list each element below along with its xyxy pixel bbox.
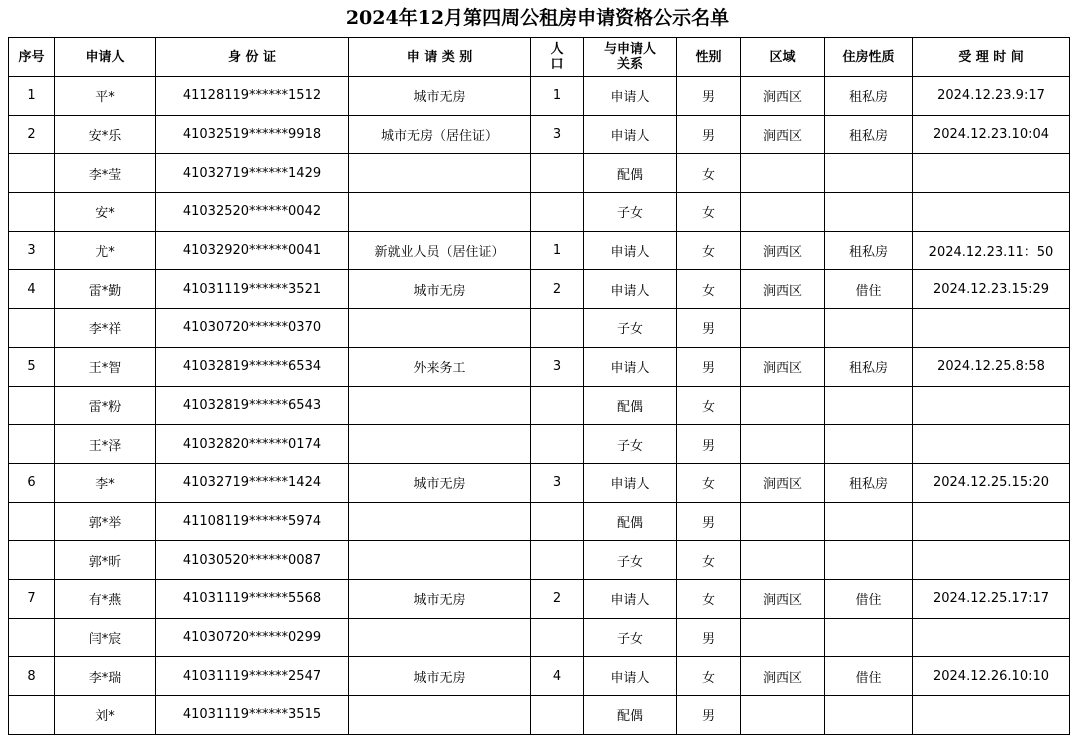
cell-people	[531, 502, 584, 541]
cell-time	[913, 309, 1070, 348]
cell-people: 1	[531, 231, 584, 270]
cell-gender: 男	[677, 425, 741, 464]
cell-no	[9, 386, 55, 425]
cell-gender: 男	[677, 502, 741, 541]
cell-housing	[825, 154, 913, 193]
cell-district	[741, 154, 825, 193]
cell-no: 2	[9, 115, 55, 154]
cell-id: 41032819******6534	[156, 347, 349, 386]
cell-name: 郭*举	[55, 502, 156, 541]
cell-district: 涧西区	[741, 657, 825, 696]
cell-id: 41128119******1512	[156, 77, 349, 116]
header-category: 申 请 类 别	[349, 38, 531, 77]
cell-people	[531, 386, 584, 425]
cell-id: 41031119******2547	[156, 657, 349, 696]
cell-no: 6	[9, 463, 55, 502]
cell-district: 涧西区	[741, 270, 825, 309]
cell-time: 2024.12.25.15:20	[913, 463, 1070, 502]
cell-gender: 男	[677, 115, 741, 154]
cell-housing: 借住	[825, 579, 913, 618]
document-title: 2024年12月第四周公租房申请资格公示名单	[345, 7, 730, 29]
cell-time: 2024.12.23.9:17	[913, 77, 1070, 116]
cell-category: 城市无房（居住证）	[349, 115, 531, 154]
cell-name: 刘*	[55, 696, 156, 735]
cell-gender: 女	[677, 541, 741, 580]
header-no: 序号	[9, 38, 55, 77]
cell-gender: 女	[677, 193, 741, 232]
cell-housing: 租私房	[825, 115, 913, 154]
table-row	[9, 231, 1070, 270]
cell-id: 41032719******1424	[156, 463, 349, 502]
cell-category	[349, 309, 531, 348]
cell-category	[349, 425, 531, 464]
cell-district	[741, 309, 825, 348]
cell-relation: 申请人	[584, 77, 677, 116]
table-row	[9, 502, 1070, 541]
cell-district: 涧西区	[741, 77, 825, 116]
header-relation-line2: 关系	[616, 57, 643, 72]
cell-district: 涧西区	[741, 115, 825, 154]
cell-time: 2024.12.25.17:17	[913, 579, 1070, 618]
cell-relation: 申请人	[584, 657, 677, 696]
cell-name: 雷*勤	[55, 270, 156, 309]
cell-gender: 女	[677, 657, 741, 696]
cell-gender: 女	[677, 386, 741, 425]
cell-relation: 子女	[584, 425, 677, 464]
cell-category: 城市无房	[349, 77, 531, 116]
cell-id: 41030720******0370	[156, 309, 349, 348]
cell-name: 李*	[55, 463, 156, 502]
header-people-line1: 人	[550, 42, 564, 57]
header-housing: 住房性质	[825, 38, 913, 77]
cell-people: 4	[531, 657, 584, 696]
cell-district	[741, 425, 825, 464]
cell-gender: 男	[677, 77, 741, 116]
cell-housing	[825, 502, 913, 541]
cell-relation: 申请人	[584, 270, 677, 309]
cell-relation: 子女	[584, 618, 677, 657]
cell-housing	[825, 425, 913, 464]
cell-district	[741, 541, 825, 580]
cell-housing	[825, 618, 913, 657]
cell-time: 2024.12.26.10:10	[913, 657, 1070, 696]
cell-no	[9, 618, 55, 657]
cell-relation: 申请人	[584, 579, 677, 618]
header-gender: 性别	[677, 38, 741, 77]
cell-name: 李*祥	[55, 309, 156, 348]
cell-housing	[825, 696, 913, 735]
header-district: 区域	[741, 38, 825, 77]
cell-gender: 女	[677, 270, 741, 309]
cell-no	[9, 154, 55, 193]
header-relation	[584, 38, 677, 77]
cell-district: 涧西区	[741, 231, 825, 270]
table-row	[9, 425, 1070, 464]
header-id: 身 份 证	[156, 38, 349, 77]
cell-name: 闫*宸	[55, 618, 156, 657]
cell-housing	[825, 193, 913, 232]
header-name: 申请人	[55, 38, 156, 77]
cell-no: 5	[9, 347, 55, 386]
cell-gender: 女	[677, 579, 741, 618]
cell-people	[531, 154, 584, 193]
cell-housing: 借住	[825, 270, 913, 309]
cell-no: 7	[9, 579, 55, 618]
cell-id: 41032920******0041	[156, 231, 349, 270]
cell-housing	[825, 541, 913, 580]
cell-id: 41032719******1429	[156, 154, 349, 193]
cell-time	[913, 425, 1070, 464]
cell-relation: 申请人	[584, 231, 677, 270]
cell-housing: 租私房	[825, 231, 913, 270]
cell-district	[741, 193, 825, 232]
cell-name: 王*泽	[55, 425, 156, 464]
cell-no: 3	[9, 231, 55, 270]
cell-housing	[825, 309, 913, 348]
cell-category	[349, 502, 531, 541]
cell-id: 41031119******5568	[156, 579, 349, 618]
cell-category	[349, 541, 531, 580]
cell-housing: 租私房	[825, 347, 913, 386]
cell-housing: 租私房	[825, 463, 913, 502]
cell-district: 涧西区	[741, 347, 825, 386]
cell-gender: 男	[677, 347, 741, 386]
cell-relation: 配偶	[584, 386, 677, 425]
table-row	[9, 347, 1070, 386]
cell-name: 平*	[55, 77, 156, 116]
cell-name: 有*燕	[55, 579, 156, 618]
cell-time: 2024.12.23.10:04	[913, 115, 1070, 154]
cell-people	[531, 618, 584, 657]
cell-housing: 租私房	[825, 77, 913, 116]
cell-gender: 女	[677, 231, 741, 270]
cell-district	[741, 502, 825, 541]
cell-relation: 配偶	[584, 154, 677, 193]
cell-district: 涧西区	[741, 463, 825, 502]
cell-people: 3	[531, 115, 584, 154]
cell-id: 41032819******6543	[156, 386, 349, 425]
cell-no	[9, 502, 55, 541]
table-row	[9, 115, 1070, 154]
cell-people: 2	[531, 579, 584, 618]
cell-category	[349, 154, 531, 193]
cell-people	[531, 193, 584, 232]
cell-gender: 女	[677, 463, 741, 502]
cell-relation: 子女	[584, 541, 677, 580]
header-people-line2: 口	[550, 57, 564, 72]
cell-people: 1	[531, 77, 584, 116]
cell-no	[9, 696, 55, 735]
cell-people: 3	[531, 347, 584, 386]
cell-relation: 子女	[584, 309, 677, 348]
cell-relation: 配偶	[584, 502, 677, 541]
header-people	[531, 38, 584, 77]
table-row	[9, 657, 1070, 696]
cell-time	[913, 696, 1070, 735]
cell-category: 城市无房	[349, 657, 531, 696]
table-row	[9, 270, 1070, 309]
cell-people	[531, 696, 584, 735]
cell-id: 41031119******3521	[156, 270, 349, 309]
cell-no: 8	[9, 657, 55, 696]
table-row	[9, 618, 1070, 657]
cell-relation: 申请人	[584, 115, 677, 154]
cell-time	[913, 502, 1070, 541]
cell-id: 41108119******5974	[156, 502, 349, 541]
table-row	[9, 77, 1070, 116]
cell-category: 城市无房	[349, 270, 531, 309]
cell-relation: 申请人	[584, 347, 677, 386]
cell-gender: 女	[677, 154, 741, 193]
table-row	[9, 309, 1070, 348]
table-header-row	[9, 38, 1070, 77]
cell-category	[349, 386, 531, 425]
cell-name: 李*瑞	[55, 657, 156, 696]
cell-time	[913, 618, 1070, 657]
cell-name: 李*莹	[55, 154, 156, 193]
header-time: 受 理 时 间	[913, 38, 1070, 77]
cell-time	[913, 193, 1070, 232]
cell-category	[349, 618, 531, 657]
cell-district	[741, 386, 825, 425]
cell-no	[9, 425, 55, 464]
cell-name: 郭*昕	[55, 541, 156, 580]
table-row	[9, 386, 1070, 425]
cell-gender: 男	[677, 696, 741, 735]
cell-id: 41030720******0299	[156, 618, 349, 657]
cell-no: 1	[9, 77, 55, 116]
cell-name: 安*	[55, 193, 156, 232]
cell-relation: 子女	[584, 193, 677, 232]
cell-id: 41032820******0174	[156, 425, 349, 464]
cell-category: 城市无房	[349, 579, 531, 618]
cell-relation: 申请人	[584, 463, 677, 502]
cell-no	[9, 193, 55, 232]
cell-id: 41032519******9918	[156, 115, 349, 154]
cell-gender: 男	[677, 309, 741, 348]
table-row	[9, 193, 1070, 232]
cell-people: 3	[531, 463, 584, 502]
table-row	[9, 541, 1070, 580]
cell-category: 新就业人员（居住证）	[349, 231, 531, 270]
header-relation-line1: 与申请人	[603, 42, 656, 57]
cell-name: 雷*粉	[55, 386, 156, 425]
cell-category: 城市无房	[349, 463, 531, 502]
cell-id: 41032520******0042	[156, 193, 349, 232]
cell-relation: 配偶	[584, 696, 677, 735]
cell-no	[9, 541, 55, 580]
cell-time	[913, 386, 1070, 425]
cell-time	[913, 154, 1070, 193]
table-row	[9, 579, 1070, 618]
cell-no: 4	[9, 270, 55, 309]
cell-district	[741, 618, 825, 657]
applicant-table	[8, 37, 1070, 735]
cell-id: 41031119******3515	[156, 696, 349, 735]
cell-name: 安*乐	[55, 115, 156, 154]
cell-category	[349, 193, 531, 232]
cell-time: 2024.12.23.11：50	[913, 231, 1070, 270]
cell-people: 2	[531, 270, 584, 309]
cell-district: 涧西区	[741, 579, 825, 618]
cell-district	[741, 696, 825, 735]
cell-gender: 男	[677, 618, 741, 657]
cell-housing: 借住	[825, 657, 913, 696]
cell-time: 2024.12.25.8:58	[913, 347, 1070, 386]
cell-name: 王*智	[55, 347, 156, 386]
cell-people	[531, 425, 584, 464]
cell-people	[531, 541, 584, 580]
cell-category	[349, 696, 531, 735]
table-body	[9, 77, 1070, 735]
cell-no	[9, 309, 55, 348]
cell-time	[913, 541, 1070, 580]
cell-id: 41030520******0087	[156, 541, 349, 580]
cell-name: 尤*	[55, 231, 156, 270]
cell-people	[531, 309, 584, 348]
cell-time: 2024.12.23.15:29	[913, 270, 1070, 309]
cell-category: 外来务工	[349, 347, 531, 386]
table-row	[9, 154, 1070, 193]
cell-housing	[825, 386, 913, 425]
table-row	[9, 463, 1070, 502]
table-row	[9, 696, 1070, 735]
